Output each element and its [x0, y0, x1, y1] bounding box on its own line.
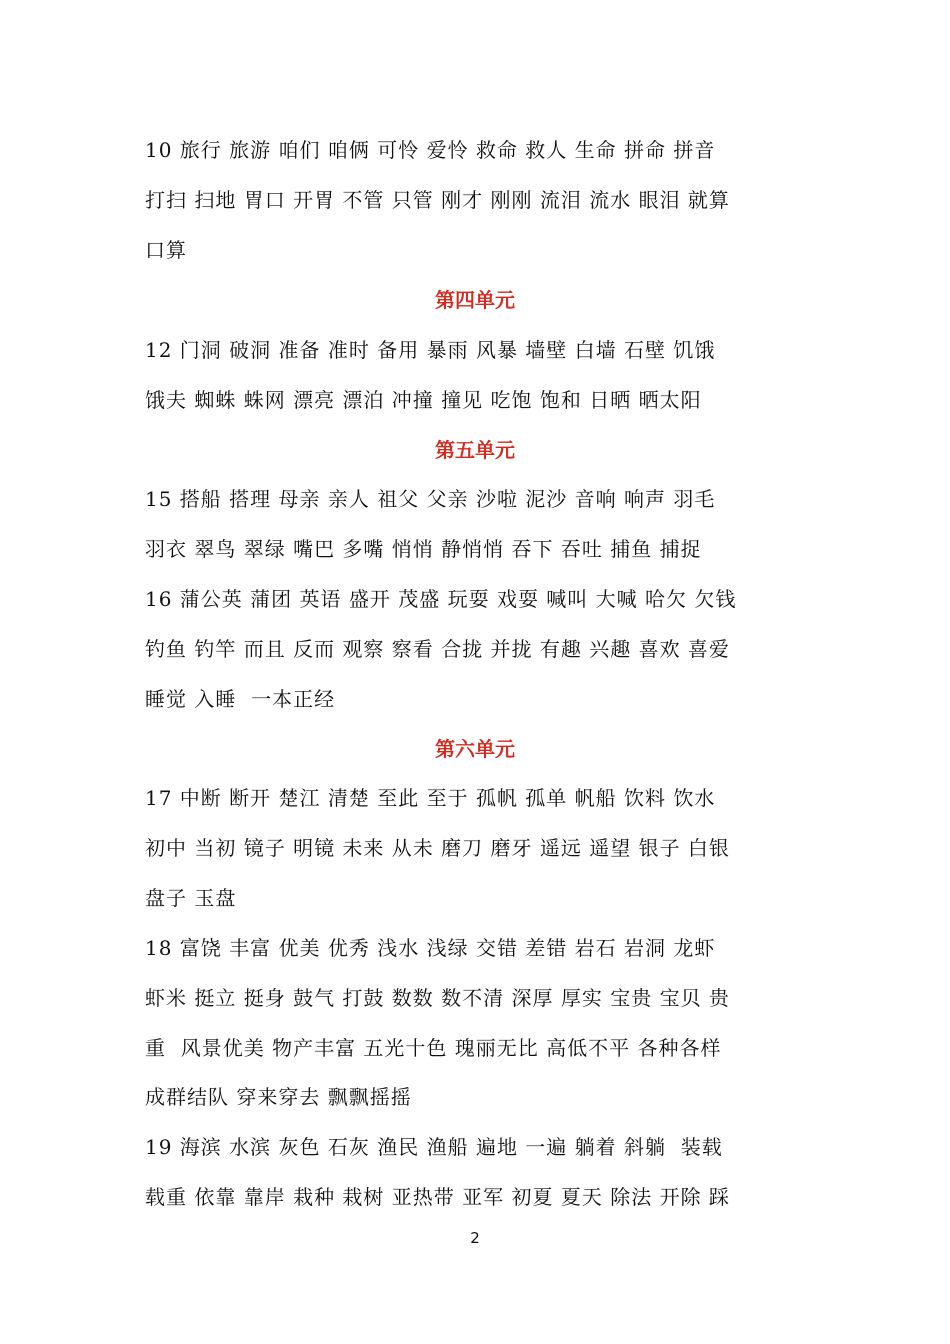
section-heading-unit-5: 第五单元 [435, 438, 515, 462]
line-2: 打扫 扫地 胃口 开胃 不管 只管 刚才 刚刚 流泪 流水 眼泪 就算 [145, 188, 730, 212]
line-11: 17 中断 断开 楚江 清楚 至此 至于 孤帆 孤单 帆船 饮料 饮水 [145, 786, 716, 810]
line-7: 羽衣 翠鸟 翠绿 嘴巴 多嘴 悄悄 静悄悄 吞下 吞吐 捕鱼 捕捉 [145, 537, 702, 561]
line-17: 成群结队 穿来穿去 飘飘摇摇 [145, 1085, 412, 1109]
line-6: 15 搭船 搭理 母亲 亲人 祖父 父亲 沙啦 泥沙 音响 响声 羽毛 [145, 487, 716, 511]
line-14: 18 富饶 丰富 优美 优秀 浅水 浅绿 交错 差错 岩石 岩洞 龙虾 [145, 936, 716, 960]
line-15: 虾米 挺立 挺身 鼓气 打鼓 数数 数不清 深厚 厚实 宝贵 宝贝 贵 [145, 986, 730, 1010]
section-heading-unit-6: 第六单元 [435, 737, 515, 761]
line-18: 19 海滨 水滨 灰色 石灰 渔民 渔船 遍地 一遍 躺着 斜躺 装载 [145, 1135, 723, 1159]
page-number: 2 [470, 1229, 480, 1247]
line-10: 睡觉 入睡 一本正经 [145, 687, 336, 711]
line-4: 12 门洞 破洞 准备 准时 备用 暴雨 风暴 墙壁 白墙 石壁 饥饿 [145, 338, 716, 362]
section-heading-unit-4: 第四单元 [435, 288, 515, 312]
line-5: 饿夫 蜘蛛 蛛网 漂亮 漂泊 冲撞 撞见 吃饱 饱和 日晒 晒太阳 [145, 388, 702, 412]
line-12: 初中 当初 镜子 明镜 未来 从未 磨刀 磨牙 遥远 遥望 银子 白银 [145, 836, 730, 860]
line-19: 载重 依靠 靠岸 栽种 栽树 亚热带 亚军 初夏 夏天 除法 开除 踩 [145, 1185, 730, 1209]
line-3: 口算 [145, 238, 187, 262]
line-9: 钓鱼 钓竿 而且 反而 观察 察看 合拢 并拢 有趣 兴趣 喜欢 喜爱 [145, 637, 730, 661]
line-8: 16 蒲公英 蒲团 英语 盛开 茂盛 玩耍 戏耍 喊叫 大喊 哈欠 欠钱 [145, 587, 737, 611]
line-16: 重 风景优美 物产丰富 五光十色 瑰丽无比 高低不平 各种各样 [145, 1036, 722, 1060]
line-1: 10 旅行 旅游 咱们 咱俩 可怜 爱怜 救命 救人 生命 拼命 拼音 [145, 138, 716, 162]
line-13: 盘子 玉盘 [145, 886, 237, 910]
